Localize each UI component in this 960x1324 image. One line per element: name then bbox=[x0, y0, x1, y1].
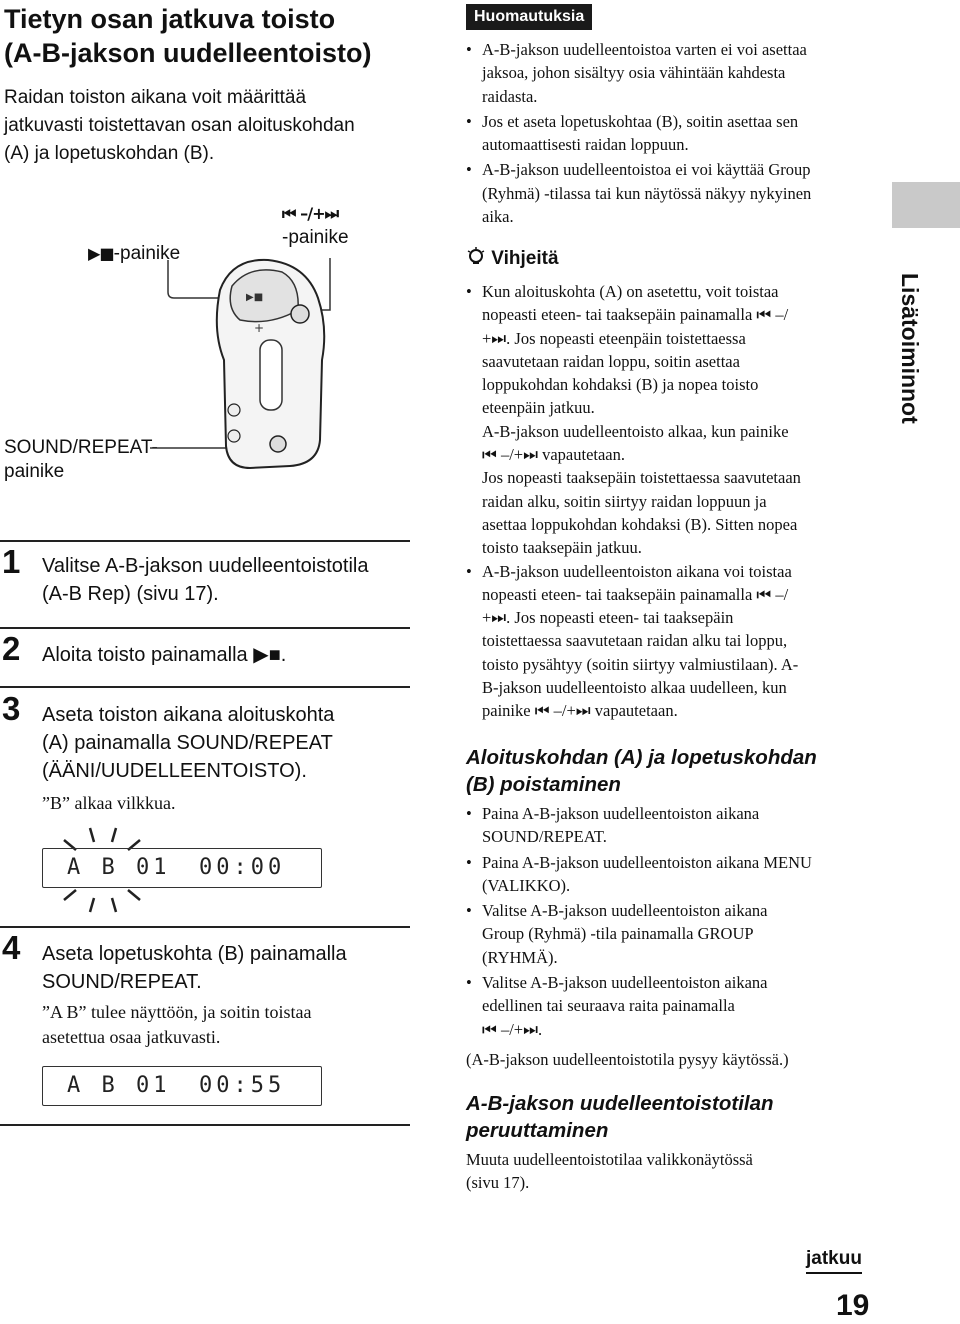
sound-repeat-label bbox=[4, 436, 158, 484]
step-2-number: 2 bbox=[2, 630, 21, 667]
lightbulb-icon bbox=[466, 246, 486, 268]
section-cancel-body bbox=[466, 1148, 753, 1195]
intro-line-3: (A) ja lopetuskohdan (B). bbox=[4, 143, 215, 164]
side-tab-marker bbox=[892, 182, 960, 228]
note-1-line-2: jaksoa, johon sisältyy osia vähintään kahdesta bbox=[482, 63, 786, 83]
left-bottom-divider bbox=[0, 1124, 410, 1126]
note-1-line-3: raidasta. bbox=[482, 86, 538, 106]
note-item-3 bbox=[466, 158, 886, 228]
tip-2-line-4: toistettaessa saavutetaan raidan alku tai loppu, bbox=[482, 631, 788, 651]
notes-badge: Huomautuksia bbox=[466, 4, 592, 30]
page-number: 19 bbox=[836, 1289, 870, 1322]
tip-2-line-7: painike ⏮ –/+⏭ vapautetaan. bbox=[482, 701, 678, 721]
tips-heading-text: Vihjeitä bbox=[491, 248, 559, 269]
section-clear-ab-heading-line-1: Aloituskohdan (A) ja lopetuskohdan bbox=[466, 746, 817, 769]
lcd-display-2-track: A B 01 bbox=[67, 1073, 171, 1098]
section-clear-ab-heading-line-2: (B) poistaminen bbox=[466, 773, 621, 796]
tip-1-line-6: eteenpäin jatkuu. bbox=[482, 398, 595, 418]
step-1-text bbox=[42, 552, 412, 608]
lcd-display-1-time: 00:00 bbox=[199, 855, 286, 880]
tip-1-line-1: • Kun aloituskohta (A) on asetettu, voit toistaa bbox=[482, 282, 779, 301]
section-cancel-heading-line-1: A-B-jakson uudelleentoistotilan bbox=[466, 1092, 774, 1115]
svg-text:▶■: ▶■ bbox=[246, 292, 264, 303]
tip-2-line-3: +⏭. Jos nopeasti eteen- tai taaksepäin bbox=[482, 608, 734, 628]
sound-repeat-label-line-2: painike bbox=[4, 461, 65, 482]
note-1-line-1: • A-B-jakson uudelleentoistoa varten ei voi asettaa bbox=[482, 40, 807, 59]
clear-item-4-line-2: edellinen tai seuraava raita painamalla bbox=[482, 996, 735, 1016]
sound-repeat-label-line-1: SOUND/REPEAT- bbox=[4, 437, 158, 458]
intro-line-1: Raidan toiston aikana voit määrittää bbox=[4, 87, 307, 108]
section-clear-ab-note: (A-B-jakson uudelleentoistotila pysyy käytössä.) bbox=[466, 1050, 789, 1069]
title-line-2: (A-B-jakson uudelleentoisto) bbox=[4, 38, 372, 68]
play-stop-icon: ▶■ bbox=[88, 244, 114, 263]
page-title bbox=[4, 2, 414, 70]
clear-item-4 bbox=[466, 971, 886, 1041]
tips-heading bbox=[466, 246, 559, 272]
clear-item-1 bbox=[466, 802, 886, 849]
step-2-divider bbox=[0, 627, 410, 629]
step-3-number: 3 bbox=[2, 690, 21, 727]
tip-1-line-2: nopeasti eteen- tai taaksepäin painamalla ⏮ –/ bbox=[482, 305, 789, 325]
tip-item-1 bbox=[466, 280, 886, 560]
tip-1-line-7: A-B-jakson uudelleentoisto alkaa, kun painike bbox=[482, 421, 789, 441]
note-3-line-1: • A-B-jakson uudelleentoistoa ei voi käyttää Group bbox=[482, 160, 811, 180]
skip-button-label bbox=[282, 202, 349, 250]
title-line-1: Tietyn osan jatkuva toisto bbox=[4, 4, 336, 34]
note-2-line-2: automaattisesti raidan loppuun. bbox=[482, 135, 689, 155]
step-4-result bbox=[42, 1000, 412, 1050]
clear-item-1-line-1: • Paina A-B-jakson uudelleentoiston aikana bbox=[482, 804, 760, 823]
step-3-line-1: Aseta toiston aikana aloituskohta bbox=[42, 704, 335, 726]
clear-item-2-line-1: • Paina A-B-jakson uudelleentoiston aikana MENU bbox=[482, 852, 812, 872]
tip-1-line-3: +⏭. Jos nopeasti eteenpäin toistettaessa bbox=[482, 328, 746, 348]
clear-item-4-line-3: ⏮ –/+⏭. bbox=[482, 1019, 543, 1039]
tip-1-line-4: saavutetaan raidan loppu, soitin asettaa bbox=[482, 351, 740, 371]
tip-1-line-9: Jos nopeasti taaksepäin toistettaessa saavutetaan bbox=[482, 468, 801, 488]
clear-item-2-line-2: (VALIKKO). bbox=[482, 875, 571, 895]
clear-item-1-line-2: SOUND/REPEAT. bbox=[482, 827, 607, 847]
step-4-number: 4 bbox=[2, 929, 21, 966]
clear-item-3 bbox=[466, 899, 886, 969]
tip-1-line-8: ⏮ –/+⏭ vapautetaan. bbox=[482, 445, 626, 465]
svg-text:+: + bbox=[254, 321, 265, 335]
clear-item-4-line-1: • Valitse A-B-jakson uudelleentoiston aikana bbox=[482, 973, 768, 993]
skip-icon: ⏮ –/+⏭ bbox=[282, 204, 339, 223]
tip-1-line-11: asettaa loppukohdan kohdaksi (B). Sitten nopea bbox=[482, 514, 798, 534]
intro-line-2: jatkuvasti toistettavan osan aloituskohdan bbox=[4, 115, 355, 136]
clear-item-3-line-3: (RYHMÄ). bbox=[482, 947, 558, 967]
step-3-line-3: (ÄÄNI/UUDELLEENTOISTO). bbox=[42, 760, 307, 782]
clear-item-3-line-1: • Valitse A-B-jakson uudelleentoiston aikana bbox=[482, 901, 768, 921]
lcd-display-1 bbox=[42, 848, 322, 888]
note-3-line-2: (Ryhmä) -tilassa tai kun näytössä näkyy nykyinen bbox=[482, 183, 812, 203]
step-1-number: 1 bbox=[2, 543, 21, 580]
intro-text bbox=[4, 84, 404, 168]
tip-1-line-12: toisto taaksepäin jatkuu. bbox=[482, 538, 642, 558]
step-3-text bbox=[42, 701, 412, 785]
tip-2-line-1: • A-B-jakson uudelleentoiston aikana voi toistaa bbox=[482, 561, 792, 581]
section-cancel-body-line-2: (sivu 17). bbox=[466, 1173, 530, 1193]
notes-list bbox=[466, 38, 886, 228]
clear-item-3-line-2: Group (Ryhmä) -tila painamalla GROUP bbox=[482, 924, 754, 944]
step-3-result: ”B” alkaa vilkkua. bbox=[42, 793, 176, 813]
tip-2-line-6: B-jakson uudelleentoisto alkaa uudelleen, kun bbox=[482, 678, 787, 698]
note-3-line-3: aika. bbox=[482, 207, 514, 227]
step-1-divider bbox=[0, 540, 410, 542]
section-clear-ab-heading bbox=[466, 744, 886, 798]
step-1-line-1: Valitse A-B-jakson uudelleentoistotila bbox=[42, 555, 369, 577]
step-3-divider bbox=[0, 686, 410, 688]
note-item-2 bbox=[466, 110, 886, 157]
step-4-divider bbox=[0, 926, 410, 928]
play-button-label-text: -painike bbox=[113, 243, 181, 264]
step-4-line-2: SOUND/REPEAT. bbox=[42, 971, 202, 993]
section-cancel-body-line-1: Muuta uudelleentoistotilaa valikkonäytössä bbox=[466, 1150, 753, 1169]
step-2-text: Aloita toisto painamalla ▶■. bbox=[42, 644, 287, 666]
tip-2-line-2: nopeasti eteen- tai taaksepäin painamalla ⏮ –/ bbox=[482, 584, 789, 604]
clear-item-2 bbox=[466, 851, 886, 898]
note-item-1 bbox=[466, 38, 886, 108]
note-2-line-1: • Jos et aseta lopetuskohtaa (B), soitin asettaa sen bbox=[482, 111, 799, 131]
skip-button-label-text: -painike bbox=[282, 227, 349, 248]
side-tab-label: Lisätoiminnot bbox=[897, 273, 923, 424]
step-3-line-2: (A) painamalla SOUND/REPEAT bbox=[42, 732, 333, 754]
step-4-text bbox=[42, 940, 412, 996]
section-cancel-heading bbox=[466, 1090, 886, 1144]
lcd-display-2 bbox=[42, 1066, 322, 1106]
tip-item-2 bbox=[466, 560, 886, 723]
tip-2-line-5: toisto pysähtyy (soitin siirtyy valmiustilaan). A- bbox=[482, 654, 799, 674]
step-1-line-2: (A-B Rep) (sivu 17). bbox=[42, 583, 219, 605]
step-4-result-line-2: asetettua osaa jatkuvasti. bbox=[42, 1027, 221, 1047]
step-4-result-line-1: ”A B” tulee näyttöön, ja soitin toistaa bbox=[42, 1002, 312, 1022]
continued-label: jatkuu bbox=[806, 1246, 862, 1274]
tip-1-line-5: loppukohdan kohdaksi (B) ja nopea toisto bbox=[482, 375, 759, 395]
lcd-display-1-track: A B 01 bbox=[67, 855, 171, 880]
section-cancel-heading-line-2: peruuttaminen bbox=[466, 1119, 609, 1142]
step-4-line-1: Aseta lopetuskohta (B) painamalla bbox=[42, 943, 347, 965]
lcd-display-2-time: 00:55 bbox=[199, 1073, 286, 1098]
tip-1-line-10: raidan alku, soitin siirtyy raidan loppuun ja bbox=[482, 491, 767, 511]
tips-list bbox=[466, 280, 886, 723]
section-clear-ab-list bbox=[466, 802, 886, 1041]
player-illustration bbox=[150, 250, 360, 480]
